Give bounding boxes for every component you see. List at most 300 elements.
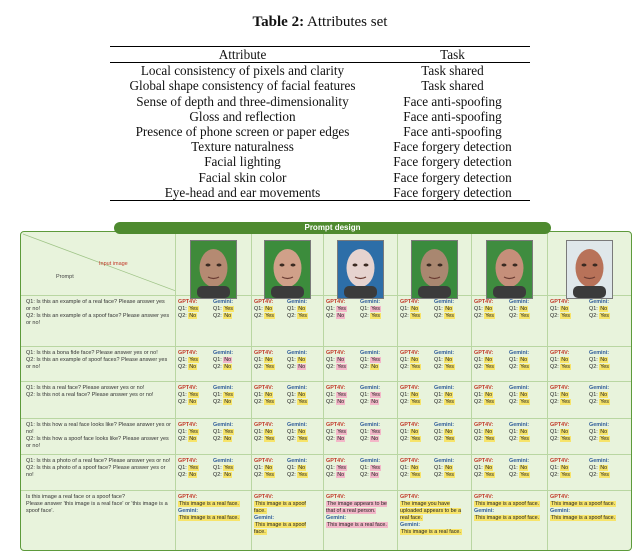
gpt4v-label: GPT4V: [400, 494, 420, 500]
gpt4v-answer [550, 429, 589, 436]
question-label: Q2: [400, 313, 409, 319]
gemini-answer [213, 313, 232, 319]
question-label: Q1: [509, 357, 518, 363]
gemini-answer-value: No [224, 364, 232, 370]
gemini-label: Gemini: [360, 299, 381, 305]
gemini-answer-value: Yes [600, 436, 609, 442]
gpt4v-label: GPT4V: [400, 422, 420, 428]
gemini-answer-value: Yes [298, 436, 307, 442]
answer-line [400, 429, 468, 436]
gpt4v-answer-value: No [485, 392, 493, 398]
task-cell: Face forgery detection [393, 154, 512, 170]
text-answer-cell [326, 494, 394, 529]
gemini-answer-value: Yes [371, 357, 380, 363]
gpt4v-answer [254, 429, 287, 436]
question-label: Q1: [474, 392, 483, 398]
text-answer-cell [474, 494, 544, 522]
gemini-answer [434, 392, 453, 398]
question-label: Q2: [400, 472, 409, 478]
answer-cell [178, 385, 248, 406]
column-divider [547, 232, 548, 550]
gemini-answer-value: Yes [298, 399, 307, 405]
gemini-label: Gemini: [360, 422, 381, 428]
gpt4v-answer [326, 399, 360, 406]
prompt-line: Is this image a real face or a spoof face? [26, 494, 126, 500]
row-divider [21, 454, 631, 455]
answer-line [326, 472, 394, 479]
gemini-answer [434, 429, 453, 435]
answer-line [400, 465, 468, 472]
attribute-cell: Gloss and reflection [189, 108, 296, 124]
gpt4v-answer-value: No [561, 429, 569, 435]
gemini-answer-value: No [298, 306, 306, 312]
answer-line [254, 399, 320, 406]
model-labels [254, 299, 320, 306]
gpt4v-label: GPT4V: [474, 299, 494, 305]
gpt4v-answer [400, 399, 434, 406]
question-label: Q1: [400, 465, 409, 471]
question-label: Q1: [589, 465, 598, 471]
gpt4v-label: GPT4V: [474, 494, 494, 500]
question-label: Q2: [434, 364, 443, 370]
gemini-answer [589, 392, 608, 398]
question-label: Q1: [550, 306, 559, 312]
task-cell: Face forgery detection [393, 184, 512, 200]
prompt-line: Q2: Is this a photo of a spoof face? Please answer yes or no! [26, 465, 166, 478]
gpt4v-label: GPT4V: [326, 385, 346, 391]
gpt4v-answer [254, 399, 287, 406]
answer-cell [254, 350, 320, 371]
attribute-cell: Local consistency of pixels and clarity [140, 63, 345, 79]
gemini-answer [589, 399, 610, 405]
model-labels [400, 350, 468, 357]
answer-line [550, 399, 628, 406]
gpt4v-answer [254, 313, 287, 320]
table-row [110, 94, 530, 109]
gpt4v-answer [326, 357, 360, 364]
gemini-label: Gemini: [434, 385, 455, 391]
gemini-answer [213, 357, 232, 363]
answer-line [550, 436, 628, 443]
model-labels [550, 299, 628, 306]
gemini-answer-value: Yes [371, 429, 380, 435]
gpt4v-answer [550, 364, 589, 371]
gemini-answer-value: Yes [445, 399, 454, 405]
gemini-answer-value: Yes [224, 306, 233, 312]
prompt-text [26, 299, 171, 327]
gemini-answer [213, 465, 234, 471]
gpt4v-text: This image is a real face. [179, 501, 239, 507]
table-row [110, 124, 530, 139]
answer-line [326, 313, 394, 320]
answer-cell [326, 458, 394, 479]
model-labels [400, 458, 468, 465]
answer-line [178, 364, 248, 371]
gemini-label: Gemini: [589, 350, 610, 356]
gemini-answer [434, 313, 455, 319]
gemini-answer [589, 436, 610, 442]
gpt4v-answer [326, 364, 360, 371]
answer-line [178, 357, 248, 364]
question-label: Q2: [178, 364, 187, 370]
gemini-answer-value: Yes [445, 436, 454, 442]
answer-cell [178, 350, 248, 371]
model-labels [178, 422, 248, 429]
column-divider [323, 232, 324, 550]
gpt4v-answer [254, 306, 287, 313]
gemini-answer-value: No [520, 306, 528, 312]
gemini-answer-value: No [298, 357, 306, 363]
gpt4v-answer [178, 306, 213, 313]
gemini-answer [589, 306, 608, 312]
gemini-text-answer [254, 522, 320, 536]
question-label: Q2: [550, 399, 559, 405]
answer-cell [550, 458, 628, 479]
gemini-label: Gemini: [509, 299, 530, 305]
model-labels [254, 458, 320, 465]
gpt4v-answer [550, 399, 589, 406]
question-label: Q1: [400, 392, 409, 398]
attribute-cell: Eye-head and ear movements [164, 184, 321, 200]
gpt4v-answer-value: Yes [265, 399, 274, 405]
gpt4v-answer-value: No [411, 465, 419, 471]
gpt4v-answer-value: Yes [411, 436, 420, 442]
gpt4v-answer [400, 436, 434, 443]
gpt4v-answer-value: No [411, 429, 419, 435]
gemini-answer [434, 364, 455, 370]
attribute-cell: Presence of phone screen or paper edges [135, 124, 350, 140]
gemini-answer [589, 313, 610, 319]
table-title: Attributes set [307, 14, 388, 30]
question-label: Q2: [509, 364, 518, 370]
gpt4v-answer-value: Yes [411, 472, 420, 478]
answer-line [400, 399, 468, 406]
gemini-text: This image is a spoof face. [551, 515, 616, 521]
model-labels [178, 350, 248, 357]
gpt4v-answer-value: Yes [189, 429, 198, 435]
answer-line [326, 364, 394, 371]
model-labels [400, 422, 468, 429]
table-row [110, 78, 530, 93]
gpt4v-answer-value: Yes [485, 313, 494, 319]
question-label: Q1: [509, 306, 518, 312]
gemini-answer [213, 392, 234, 398]
gpt4v-answer-value: No [337, 436, 345, 442]
answer-line [400, 436, 468, 443]
answer-line [178, 429, 248, 436]
row-divider [21, 490, 631, 491]
gpt4v-answer-value: No [561, 357, 569, 363]
gpt4v-answer-value: Yes [485, 436, 494, 442]
gpt4v-answer [474, 306, 509, 313]
gemini-answer-value: Yes [445, 364, 454, 370]
row-divider [21, 418, 631, 419]
prompt-line: Q1: Is this a bona fide face? Please answer yes or no! [26, 350, 158, 356]
prompt-text [26, 458, 171, 479]
gpt4v-answer-value: Yes [561, 472, 570, 478]
gpt4v-answer [178, 399, 213, 406]
answer-line [326, 399, 394, 406]
gpt4v-answer-value: No [561, 306, 569, 312]
gpt4v-answer-value: Yes [189, 306, 198, 312]
gemini-answer-value: Yes [520, 436, 529, 442]
question-label: Q2: [474, 364, 483, 370]
gemini-text: This image is a spoof face. [254, 522, 306, 535]
gemini-answer-value: Yes [298, 472, 307, 478]
column-divider [397, 232, 398, 550]
gemini-answer [360, 313, 381, 319]
answer-line [474, 465, 544, 472]
question-label: Q1: [509, 465, 518, 471]
gemini-text-answer [550, 515, 628, 522]
model-labels [474, 299, 544, 306]
answer-line [178, 392, 248, 399]
question-label: Q2: [178, 436, 187, 442]
gpt4v-answer [474, 364, 509, 371]
model-labels [178, 299, 248, 306]
gpt4v-answer [326, 306, 360, 313]
question-label: Q2: [254, 436, 263, 442]
gemini-label: Gemini: [287, 458, 308, 464]
gemini-answer [287, 465, 306, 471]
gemini-label: Gemini: [589, 299, 610, 305]
answer-line [254, 429, 320, 436]
gemini-text: This image is a spoof face. [475, 515, 540, 521]
gpt4v-answer-value: Yes [411, 399, 420, 405]
question-label: Q2: [434, 313, 443, 319]
gemini-answer [589, 429, 608, 435]
gpt4v-answer [550, 436, 589, 443]
gemini-label: Gemini: [434, 299, 455, 305]
question-label: Q1: [287, 306, 296, 312]
question-label: Q1: [213, 465, 222, 471]
answer-cell [178, 458, 248, 479]
gemini-answer-value: No [298, 465, 306, 471]
answer-line [178, 472, 248, 479]
answer-cell [550, 350, 628, 371]
gpt4v-answer-value: No [561, 465, 569, 471]
gemini-label: Gemini: [509, 458, 530, 464]
gpt4v-answer-value: Yes [485, 364, 494, 370]
answer-line [178, 436, 248, 443]
gemini-text-answer [326, 522, 394, 529]
gemini-label: Gemini: [360, 385, 381, 391]
gpt4v-answer-value: No [411, 306, 419, 312]
question-label: Q2: [474, 436, 483, 442]
answer-line [474, 436, 544, 443]
question-label: Q1: [178, 392, 187, 398]
gpt4v-label: GPT4V: [326, 299, 346, 305]
gpt4v-answer [474, 399, 509, 406]
gemini-answer [360, 472, 379, 478]
gpt4v-answer-value: Yes [189, 392, 198, 398]
gemini-answer-value: No [520, 465, 528, 471]
model-labels [474, 350, 544, 357]
gemini-label: Gemini: [360, 458, 381, 464]
answer-line [474, 472, 544, 479]
question-label: Q1: [360, 465, 369, 471]
question-label: Q1: [213, 392, 222, 398]
model-labels [474, 385, 544, 392]
question-label: Q2: [509, 472, 518, 478]
gemini-answer-value: No [600, 429, 608, 435]
question-label: Q2: [509, 436, 518, 442]
answer-line [474, 313, 544, 320]
gpt4v-answer-value: No [189, 364, 197, 370]
question-label: Q1: [326, 465, 335, 471]
gpt4v-label: GPT4V: [550, 458, 570, 464]
gemini-answer-value: No [600, 306, 608, 312]
gemini-label: Gemini: [474, 508, 495, 514]
question-label: Q1: [509, 429, 518, 435]
gemini-answer [509, 313, 530, 319]
row-divider [21, 295, 631, 296]
answer-cell [474, 299, 544, 320]
gemini-text-answer [178, 515, 248, 522]
answer-line [400, 392, 468, 399]
gpt4v-answer-value: No [265, 357, 273, 363]
question-label: Q1: [178, 306, 187, 312]
gpt4v-answer [178, 313, 213, 320]
gpt4v-answer [178, 357, 213, 364]
question-label: Q2: [550, 436, 559, 442]
model-labels [400, 385, 468, 392]
prompt-text [26, 385, 171, 399]
question-label: Q1: [474, 306, 483, 312]
text-answer-cell [550, 494, 628, 522]
gemini-label: Gemini: [287, 299, 308, 305]
answer-line [326, 357, 394, 364]
gpt4v-label: GPT4V: [326, 494, 346, 500]
gemini-answer-value: No [445, 357, 453, 363]
gpt4v-answer [400, 429, 434, 436]
answer-cell [550, 299, 628, 320]
gpt4v-answer [400, 313, 434, 320]
gpt4v-answer [474, 429, 509, 436]
question-label: Q2: [589, 436, 598, 442]
row-divider [21, 346, 631, 347]
gemini-answer-value: Yes [445, 313, 454, 319]
question-label: Q1: [213, 429, 222, 435]
question-label: Q1: [509, 392, 518, 398]
gpt4v-label: GPT4V: [178, 299, 198, 305]
gemini-label: Gemini: [589, 385, 610, 391]
gpt4v-answer [326, 313, 360, 320]
answer-line [326, 429, 394, 436]
gemini-text: This image is a real face. [401, 529, 461, 535]
question-label: Q2: [589, 313, 598, 319]
gpt4v-answer-value: Yes [561, 364, 570, 370]
question-label: Q2: [178, 313, 187, 319]
answer-line [474, 429, 544, 436]
answer-cell [326, 350, 394, 371]
column-divider [471, 232, 472, 550]
question-label: Q1: [434, 306, 443, 312]
answer-line [550, 364, 628, 371]
gemini-answer-value: Yes [600, 313, 609, 319]
answer-cell [474, 385, 544, 406]
gpt4v-answer-value: No [189, 313, 197, 319]
gemini-answer [213, 364, 232, 370]
model-labels [178, 458, 248, 465]
answer-cell [178, 422, 248, 443]
question-label: Q1: [474, 429, 483, 435]
gemini-answer-value: No [371, 399, 379, 405]
gpt4v-text-answer [550, 501, 628, 508]
gemini-answer-value: No [371, 364, 379, 370]
header-task: Task [440, 47, 465, 62]
gpt4v-answer-value: Yes [561, 313, 570, 319]
face-4 [411, 240, 458, 299]
gpt4v-answer [178, 392, 213, 399]
attribute-cell: Facial lighting [204, 154, 281, 170]
task-cell: Face anti-spoofing [403, 108, 502, 124]
question-label: Q2: [589, 399, 598, 405]
gpt4v-answer-value: Yes [189, 465, 198, 471]
gpt4v-answer-value: Yes [265, 364, 274, 370]
model-labels [178, 385, 248, 392]
gpt4v-label: GPT4V: [400, 458, 420, 464]
answer-line [326, 306, 394, 313]
question-label: Q1: [254, 306, 263, 312]
question-label: Q2: [326, 364, 335, 370]
gpt4v-answer-value: No [265, 392, 273, 398]
table-label: Table 2: [252, 14, 305, 30]
prompt-header: Prompt [56, 274, 74, 280]
question-label: Q1: [589, 306, 598, 312]
question-label: Q1: [589, 429, 598, 435]
gpt4v-answer [550, 465, 589, 472]
prompt-text [26, 494, 171, 515]
gemini-answer-value: No [224, 313, 232, 319]
attribute-cell: Facial skin color [198, 169, 287, 185]
gemini-answer-value: No [445, 465, 453, 471]
question-label: Q2: [474, 399, 483, 405]
answer-cell [400, 385, 468, 406]
gpt4v-label: GPT4V: [400, 350, 420, 356]
gemini-answer-value: No [445, 392, 453, 398]
gpt4v-answer [474, 465, 509, 472]
question-label: Q1: [287, 357, 296, 363]
gpt4v-answer-value: No [485, 306, 493, 312]
gemini-label: Gemini: [589, 458, 610, 464]
question-label: Q1: [178, 357, 187, 363]
task-cell: Task shared [421, 63, 484, 79]
answer-line [254, 465, 320, 472]
gpt4v-answer-value: No [485, 357, 493, 363]
question-label: Q1: [550, 429, 559, 435]
gemini-answer-value: No [371, 472, 379, 478]
gpt4v-text: The image you have uploaded appears to be a real face. [400, 501, 462, 521]
prompt-line: Q1: Is this a photo of a real face? Please answer yes or no! [26, 458, 171, 464]
gemini-answer [509, 472, 530, 478]
question-label: Q2: [589, 364, 598, 370]
gemini-answer-value: No [298, 392, 306, 398]
gpt4v-answer [326, 392, 360, 399]
question-label: Q2: [287, 399, 296, 405]
answer-cell [326, 422, 394, 443]
answer-line [474, 364, 544, 371]
gemini-answer [360, 357, 381, 363]
question-label: Q1: [434, 357, 443, 363]
table-header-row [110, 47, 530, 63]
answer-line [178, 306, 248, 313]
gpt4v-answer-value: Yes [265, 436, 274, 442]
question-label: Q2: [287, 472, 296, 478]
gemini-answer-value: Yes [224, 392, 233, 398]
question-label: Q2: [360, 472, 369, 478]
gemini-answer [213, 472, 232, 478]
